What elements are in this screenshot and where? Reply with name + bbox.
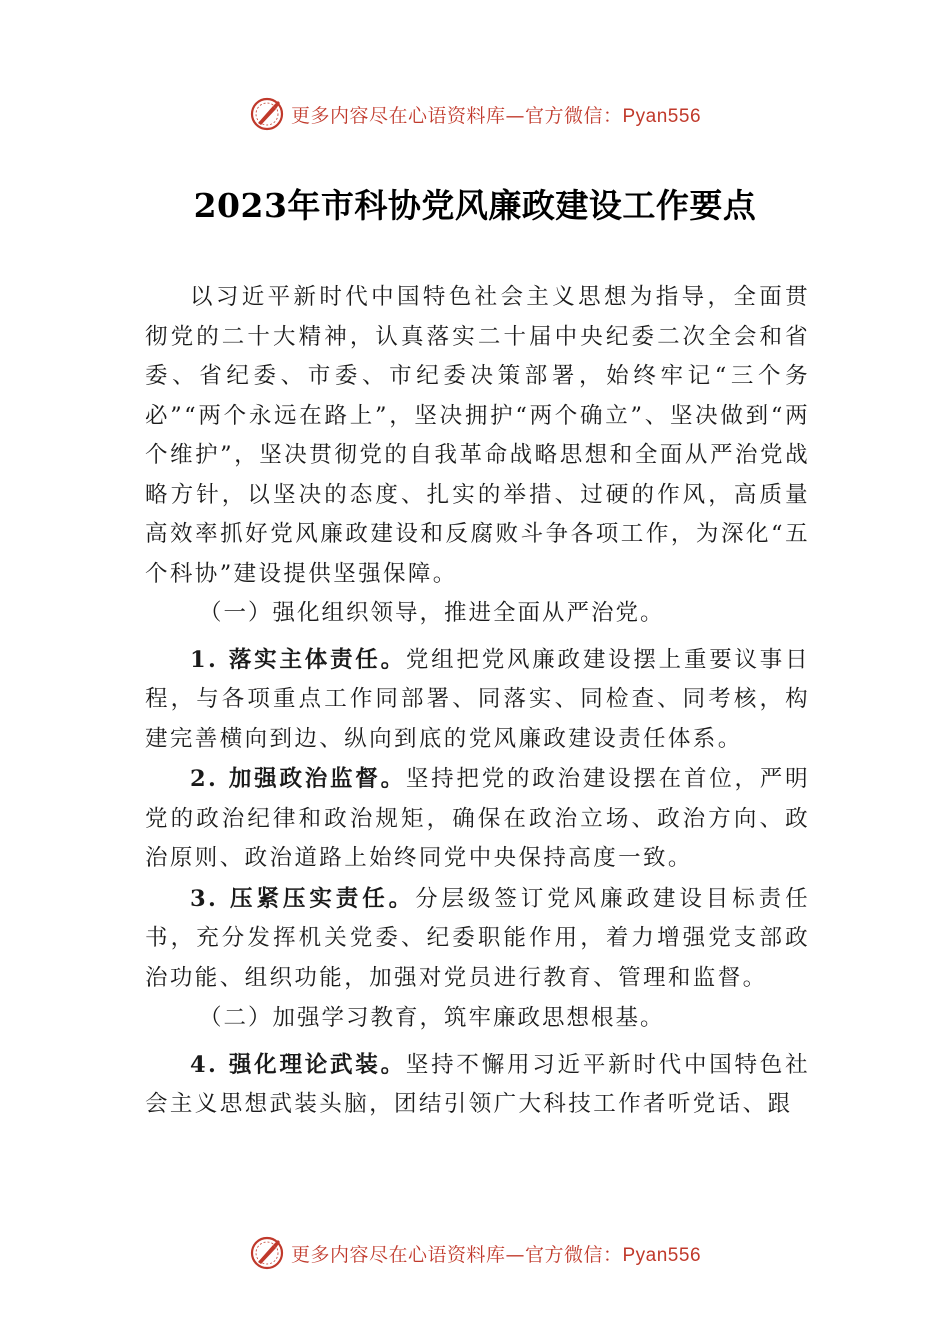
list-item xyxy=(145,760,810,879)
watermark-wechat-id: Pyan556 xyxy=(622,105,702,127)
list-item xyxy=(145,880,810,999)
section-heading-1: （一）强化组织领导，推进全面从严治党。 xyxy=(199,600,665,626)
item-text: 坚持不懈用习近平新时代中国特色社会主义思想武装头脑，团结引领广大科技工作者听党话、跟 xyxy=(145,1051,810,1117)
item-text: 党组把党风廉政建设摆上重要议事日程，与各项重点工作同部署、同落实、同检查、同考核，构建完善横向到边、纵向到底的党风廉政建设责任体系。 xyxy=(145,646,810,752)
watermark-main: 更多内容尽在心语资料库 xyxy=(290,104,506,127)
item-lead: 1. 落实主体责任。 xyxy=(190,646,406,673)
watermark-dash: — xyxy=(505,104,525,127)
watermark-footer xyxy=(0,1233,950,1273)
document-title: 2023年市科协党风廉政建设工作要点 xyxy=(193,186,757,225)
document-body xyxy=(145,278,810,1126)
item-text: 分层级签订党风廉政建设目标责任书，充分发挥机关党委、纪委职能作用，着力增强党支部政治功能、组织功能，加强对党员进行教育、管理和监督。 xyxy=(145,885,810,991)
item-lead: 3. 压紧压实责任。 xyxy=(190,885,416,912)
item-text: 坚持把党的政治建设摆在首位，严明党的政治纪律和政治规矩，确保在政治立场、政治方向、政治原则、政治道路上始终同党中央保持高度一致。 xyxy=(145,766,810,871)
watermark-dash: — xyxy=(505,1243,525,1266)
item-lead: 2. 加强政治监督。 xyxy=(190,766,406,792)
watermark-header xyxy=(0,94,950,134)
watermark-text xyxy=(291,1240,701,1267)
quill-pen-circle-icon xyxy=(249,1235,285,1271)
intro-paragraph: 以习近平新时代中国特色社会主义思想为指导，全面贯彻党的二十大精神，认真落实二十届中央纪委二次全会和省委、省纪委、市委、市纪委决策部署，始终牢记“三个务必”“两个永远在路上”，坚决拥护“两个确立”、坚决做到“两个维护”，坚决贯彻党的自我革命战略思想和全面从严治党战略方针，以坚决的态度、扎实的举措、过硬的作风，高质量高效率抓好党风廉政建设和反腐败斗争各项工作，为深化“五个科协”建设提供坚强保障。 xyxy=(145,284,810,587)
watermark-wechat-id: Pyan556 xyxy=(622,1244,702,1266)
watermark-label: 官方微信： xyxy=(524,1243,623,1266)
watermark-main: 更多内容尽在心语资料库 xyxy=(290,1243,506,1266)
quill-pen-circle-icon xyxy=(249,96,285,132)
watermark-text xyxy=(291,101,701,128)
list-item xyxy=(145,1046,810,1125)
watermark-label: 官方微信： xyxy=(524,104,623,127)
item-lead: 4. 强化理论武装。 xyxy=(190,1051,406,1078)
section-heading-2: （二）加强学习教育，筑牢廉政思想根基。 xyxy=(199,1005,665,1031)
list-item xyxy=(145,641,810,760)
